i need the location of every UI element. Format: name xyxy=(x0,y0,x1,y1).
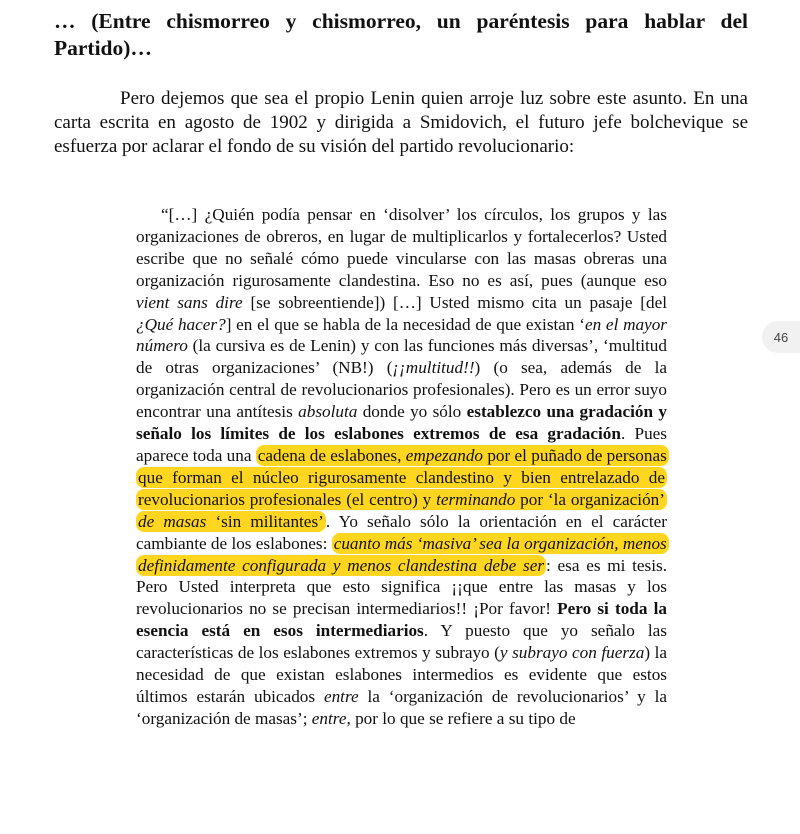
quote-italic: vient sans dire xyxy=(136,292,243,312)
quote-italic: en el mayor número xyxy=(136,314,667,356)
quote-text: “[…] ¿Quién podía pensar en ‘disolver’ los círculos, los grupos y las organizaciones de obreros, en lugar de multiplicarlos y fortalecerlos? Usted escribe que no señalé cómo puede vincularse con las masas obreras una organización rigurosamente clandestina. Eso no es así, pues (aunque eso xyxy=(136,205,667,290)
quote-text: por ‘la organización’ xyxy=(515,489,665,509)
quote-italic: ¡¡multitud!! xyxy=(392,358,475,378)
quote-text: (la cursiva es de Lenin) y con las funciones más diversas’, ‘multitud de otras organizaciones’ (NB!) ( xyxy=(136,336,667,378)
quote-text: ] en el que se habla de la necesidad de que existan ‘ xyxy=(225,314,585,334)
quote-text: [se sobreentiende]) […] Usted mismo cita un pasaje [del xyxy=(242,292,668,312)
quote-text: : esa es mi tesis. Pero Usted interpreta que esto significa ¡¡que entre las masas y los revolucionarios no se precisan intermediarios!! ¡Por favor! xyxy=(136,555,667,619)
quote-italic: empezando xyxy=(405,445,484,465)
quote-text: . Y puesto que yo señalo las características de los eslabones extremos y subrayo ( xyxy=(136,621,667,663)
quote-italic: entre xyxy=(311,708,347,728)
quote-bold: Pero si toda la esencia está en esos intermediarios xyxy=(136,599,667,641)
quote-text: . Pues aparece toda una xyxy=(136,424,667,465)
quote-italic: y subrayo con fuerza xyxy=(499,643,645,663)
quote-italic: ¿Qué hacer? xyxy=(136,314,226,334)
quote-italic: absoluta xyxy=(298,402,358,422)
quote-italic: de masas xyxy=(138,511,207,531)
quote-italic: terminando xyxy=(436,489,516,509)
quote-bold: establezco una gradación y señalo los límites de los eslabones extremos de esa gradación xyxy=(136,402,668,444)
quote-text: . Yo señalo sólo la orientación en el carácter cambiante de los eslabones: xyxy=(136,511,668,553)
quote-text: donde yo sólo xyxy=(357,402,467,422)
quote-text: por el puñado de personas que forman el núcleo rigurosamente clandestino y bien entrelazado de revolucionarios profesionales (el centro) y xyxy=(138,445,667,509)
section-heading: … (Entre chismorreo y chismorreo, un paréntesis para hablar del Partido)… xyxy=(54,9,748,60)
quote-text: ‘sin militantes’ xyxy=(206,511,324,531)
highlight-thesis[interactable]: cuanto más ‘masiva’ sea la organización, menos definidamente configurada y menos clandestina debe ser xyxy=(138,533,667,575)
quote-text: , por lo que se refiere a su tipo de xyxy=(346,708,576,728)
quote-text: ) la necesidad de que existan eslabones intermedios es evidente que estos últimos estarán ubicados xyxy=(136,643,667,706)
quote-text: la ‘organización de revolucionarios’ y la ‘organización de masas’; xyxy=(136,686,667,728)
quote-text: ) (o sea, además de la organización central de revolucionarios profesionales). Pero es un error suyo encontrar una antítesis xyxy=(136,358,667,422)
quote-italic: entre xyxy=(323,686,359,706)
lenin-quote-block xyxy=(136,204,667,730)
intro-paragraph: Pero dejemos que sea el propio Lenin quien arroje luz sobre este asunto. En una carta escrita en agosto de 1902 y dirigida a Smidovich, el futuro jefe bolchevique se esfuerza por aclarar el fondo de su visión del partido revolucionario: xyxy=(54,88,748,157)
quote-text: cadena de eslabones, xyxy=(257,445,406,465)
page-number-badge[interactable]: 46 xyxy=(762,321,800,353)
